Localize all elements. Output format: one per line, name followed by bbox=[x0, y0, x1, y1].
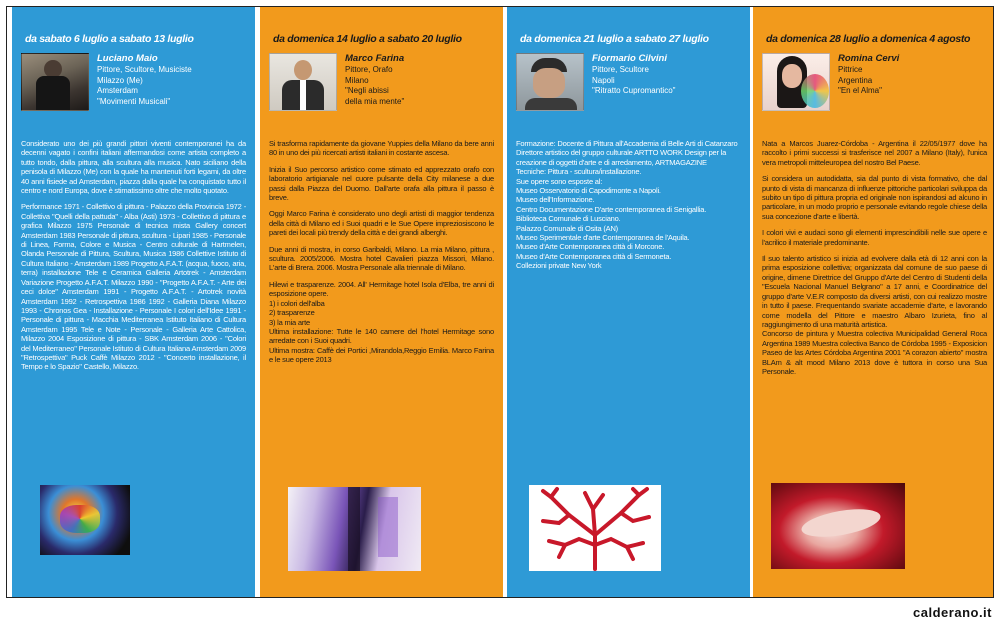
bio-paragraph: Sue opere sono esposte al: bbox=[516, 176, 603, 186]
bio-paragraph: Oggi Marco Farina è considerato uno degli artisti di maggior tendenza della città di Milano ed i Suoi quadri e le Sue Opere impreziosiscono le pareti dei locali più trendy della città e dei grandi alberghi. bbox=[269, 209, 494, 238]
artist-info-line: Argentina bbox=[838, 75, 873, 85]
artwork-image bbox=[771, 483, 905, 569]
artist-header bbox=[516, 53, 741, 129]
artist-info-line: Pittore, Scultore, Musiciste bbox=[97, 65, 192, 74]
bio-paragraph: Si considera un autodidatta, sia dal punto di vista formativo, che dal punto di vista di mancanza di influenze pittoriche particolari sviluppa da subito un tipo di pittura propria ed originale non ispirandosi ad alcuno in particolare, in un modo proprio e personale evitando regole chiese della sua concezione d'arte e libertà. bbox=[762, 174, 987, 221]
bio-paragraph: Museo Sperimentale d'arte Contemporanea de l'Aquila. bbox=[516, 233, 690, 243]
bio-paragraph: Collezioni private New York bbox=[516, 261, 602, 271]
artist-header bbox=[269, 53, 494, 129]
artist-info-line: Milazzo (Me) bbox=[97, 75, 143, 85]
artist-info-line: Pittrice bbox=[838, 65, 863, 74]
artist-name: Luciano Maio bbox=[97, 53, 158, 64]
bio-paragraph: Inizia il Suo percorso artistico come stimato ed apprezzato orafo con laboratorio artigianale nel cuore pulsante della City milanese a due passi dalla Piazza del Duomo. Dall'arte orafa alla pittura il passo è breve. bbox=[269, 164, 494, 203]
bio-paragraph: Tecniche: Pittura - scultura/installazione. bbox=[516, 167, 642, 177]
artist-info-line: Milano bbox=[345, 75, 369, 85]
bio-paragraph: Museo Osservatorio di Capodimonte a Napoli. bbox=[516, 186, 661, 196]
coral-sculpture-image bbox=[529, 485, 661, 571]
bio-paragraph: I colori vivi e audaci sono gli elementi imprescindibili nelle sue opere e l'acrilico il materiale predominante. bbox=[762, 228, 987, 247]
artist-info-line: "En el Alma" bbox=[838, 86, 882, 95]
bio-paragraph: 2) trasparenze bbox=[269, 308, 315, 318]
bio-paragraph: 3) la mia arte bbox=[269, 317, 310, 327]
bio-paragraph: Ultima mostra: Caffè dei Portici ,Mirandola,Reggio Emilia. Marco Farina e le sue opere 2013 bbox=[269, 345, 494, 365]
artist-info-line: "Movimenti Musicali" bbox=[97, 96, 171, 106]
artist-info bbox=[97, 53, 192, 129]
bio-paragraph: Formazione: Docente di Pittura all'Accademia di Belle Arti di Catanzaro Direttore artistico del gruppo culturale ARTTO WORK Design per la creazione di oggetti d'arte e di arredamento, ARTMAGAZINE bbox=[516, 139, 738, 167]
artist-info-line: Pittore, Scultore bbox=[592, 65, 649, 74]
bio-paragraph: Concorso de pintura y Muestra colectiva Municipalidad General Roca Argentina 1989 Muestra colectiva Banco de Córdoba 1995 - Exposicion Paseo de las Artes Córdoba Argentina 2001 "A corazon abierto" mostra BLAm & alt mood Milano 2013 dove è tuttora in corso una Sua Personale. bbox=[762, 329, 987, 376]
artist-bio bbox=[21, 139, 246, 372]
column-fiormario-cilvini bbox=[507, 7, 750, 598]
column-marco-farina bbox=[260, 7, 503, 598]
bio-paragraph: Centro Documentazione D'arte contemporanea di Senigallia. bbox=[516, 204, 707, 214]
period-heading: da domenica 21 luglio a sabato 27 luglio bbox=[520, 33, 709, 45]
artist-name: Fiormario Cilvini bbox=[592, 53, 667, 64]
artist-info bbox=[345, 53, 404, 129]
artist-info bbox=[592, 53, 676, 129]
site-watermark: calderano.it bbox=[913, 605, 992, 620]
period-heading: da domenica 14 luglio a sabato 20 luglio bbox=[273, 33, 462, 45]
artist-info-line: Napoli bbox=[592, 75, 615, 85]
column-luciano-maio bbox=[12, 7, 255, 598]
artist-info-line: "Ritratto Cupromantico" bbox=[592, 86, 676, 95]
artist-bio bbox=[516, 139, 741, 271]
bio-paragraph: Considerato uno dei più grandi pittori viventi contemporanei ha da decenni vagato i confini italiani affermandosi come artista completo a tutto tondo, dalla pittura, alla scultura alla musica. Nato siciliano della penisola di Milazzo (Me) con la quale ha mantenuti forti legami, da oltre 40 anni fisiede ad Amsterdam, piazza dalla quale ha conquistato tutto il centro e nord Europa, dove è stimatissimo oltre che molto quotato. bbox=[21, 139, 246, 196]
artwork-image bbox=[529, 485, 661, 571]
column-romina-cervi bbox=[753, 7, 994, 598]
artist-portrait bbox=[516, 53, 584, 111]
artist-portrait bbox=[269, 53, 337, 111]
artist-portrait bbox=[21, 53, 89, 111]
artist-info-line: Pittore, Orafo bbox=[345, 65, 393, 74]
bio-paragraph: Museo d'Arte Contemporanea città di Morcone. bbox=[516, 242, 665, 252]
bio-paragraph: Performance 1971 - Collettivo di pittura - Palazzo della Provincia 1972 - Collettiva "Quelli della pattuda" - Alba (Asti) 1973 - Collettivo di pittura e grafica Milazzo 1975 Personale di tecnica mista Gallery concert Amsterdam 1983 Personale di pittura, scultura - Lipari 1985 - Personale di Linea, Forma, Colore e Musica - Centro culturale di Hartmelen, Olanda Personale di Pittura, Scultura, Musica 1986 Collettive Istituto di Cultura Italiano - Amsterdam 1989 Progetto A.F.A.T. (acqua, fuoco, aria, terra) installazione Tele e Ceramica Galleria Artotrek - Amsterdam Variazione Progetto A.F.A.T. Milazzo 1990 - "Progetto A.F.A.T. - Arte dei ceci dolce" Amsterdam 1991 - Progetto A.F.A.T. - Artotrek novità Amsterdam 1992 - Retrospettiva 1986 1992 - Galleria Diana Milazzo 1993 - Chronos Gea - Installazione - Personale I colori dell'Idee 1991 - Personale di pittura - Macchia Mediterranea Istituto Italiano di Cultura Amsterdam 1995 Tele e Note - Personale - Galleria Arte Cattolica, Milazzo 2004 Esposizione di pittura - SBK Amsterdam 2006 - "Colori del Mediterraneo" Personale Istituto di Cultura Italiana Amsterdam 2009 "Retrospettiva" Puck Caffè Milazzo 2012 - "Concerto installazione, il Tempo e lo Spazio" Castello, Milazzo. bbox=[21, 202, 246, 372]
artist-header bbox=[21, 53, 246, 129]
artwork-image bbox=[40, 485, 130, 555]
period-heading: da domenica 28 luglio a domenica 4 agosto bbox=[766, 33, 971, 45]
artist-info-line: della mia mente" bbox=[345, 96, 405, 106]
artist-name: Marco Farina bbox=[345, 53, 405, 64]
artist-portrait bbox=[762, 53, 830, 111]
bio-paragraph: Il suo talento artistico si inizia ad evolvere dalla età di 12 anni con la prima esposizione collettiva; organizzata dal comune de suo paese di origine, dimene Direttrice del Gruppo d'Arte del Centro di Studenti della "Escuela Nacional Manuel Belgrano" a 17 anni, e Coordinatrice del gruppo d'arte V.E.R composto da diversi artisti, con cui realizzo mostre in tutto il paese. Frequentando svariate accademie d'arte, e lavorando come modella del Pittore e maestro Albaro Izurieta, fino al raggiungimento di una maturità artistica. bbox=[762, 254, 987, 329]
artist-info bbox=[838, 53, 899, 129]
bio-paragraph: Due anni di mostra, in corso Garibaldi, Milano. La mia Milano, pittura , scultura. 2005/2006. Mostra hotel Cavalieri piazza Missori, Milano. L'arte di Brera. 2006. Mostra Personale alla triennale di Milano. bbox=[269, 244, 494, 273]
bio-paragraph: Museo dell'Informazione. bbox=[516, 195, 595, 205]
brochure bbox=[6, 6, 994, 598]
bio-paragraph: 1) i colori dell'alba bbox=[269, 298, 325, 308]
bio-paragraph: Hilewi e trasparenze. 2004. All' Hermitage hotel Isola d'Elba, tre anni di esposizione opere. bbox=[269, 279, 494, 299]
period-heading: da sabato 6 luglio a sabato 13 luglio bbox=[25, 33, 194, 45]
artist-name: Romina Cervi bbox=[838, 53, 900, 64]
bio-paragraph: Biblioteca Comunale di Lusciano. bbox=[516, 214, 621, 224]
artist-bio bbox=[269, 139, 494, 365]
bio-paragraph: Palazzo Comunale di Osita (AN) bbox=[516, 223, 618, 233]
artwork-image bbox=[288, 487, 421, 571]
bio-paragraph: Ultima installazione: Tutte le 140 camere del l'hotel Hermitage sono arredate con i Suoi quadri. bbox=[269, 326, 494, 346]
artist-info-line: "Negli abissi bbox=[345, 86, 389, 95]
bio-paragraph: Museo d'Arte Contemporanea città di Sermoneta. bbox=[516, 251, 672, 261]
bio-paragraph: Nata a Marcos Juarez-Córdoba - Argentina il 22/05/1977 dove ha raccolto i primi successi si trasferisce nel 2007 a Milano (Italy), l'unica vera metropoli mitteleuropea del nostro Bel Paese. bbox=[762, 139, 987, 167]
artist-info-line: Amsterdam bbox=[97, 86, 138, 95]
artist-header bbox=[762, 53, 987, 129]
bio-paragraph: Si trasforma rapidamente da giovane Yuppies della Milano da bere anni 80 in uno dei più ricercati artisti italiani in costante ascesa. bbox=[269, 139, 494, 158]
artist-bio bbox=[762, 139, 987, 376]
